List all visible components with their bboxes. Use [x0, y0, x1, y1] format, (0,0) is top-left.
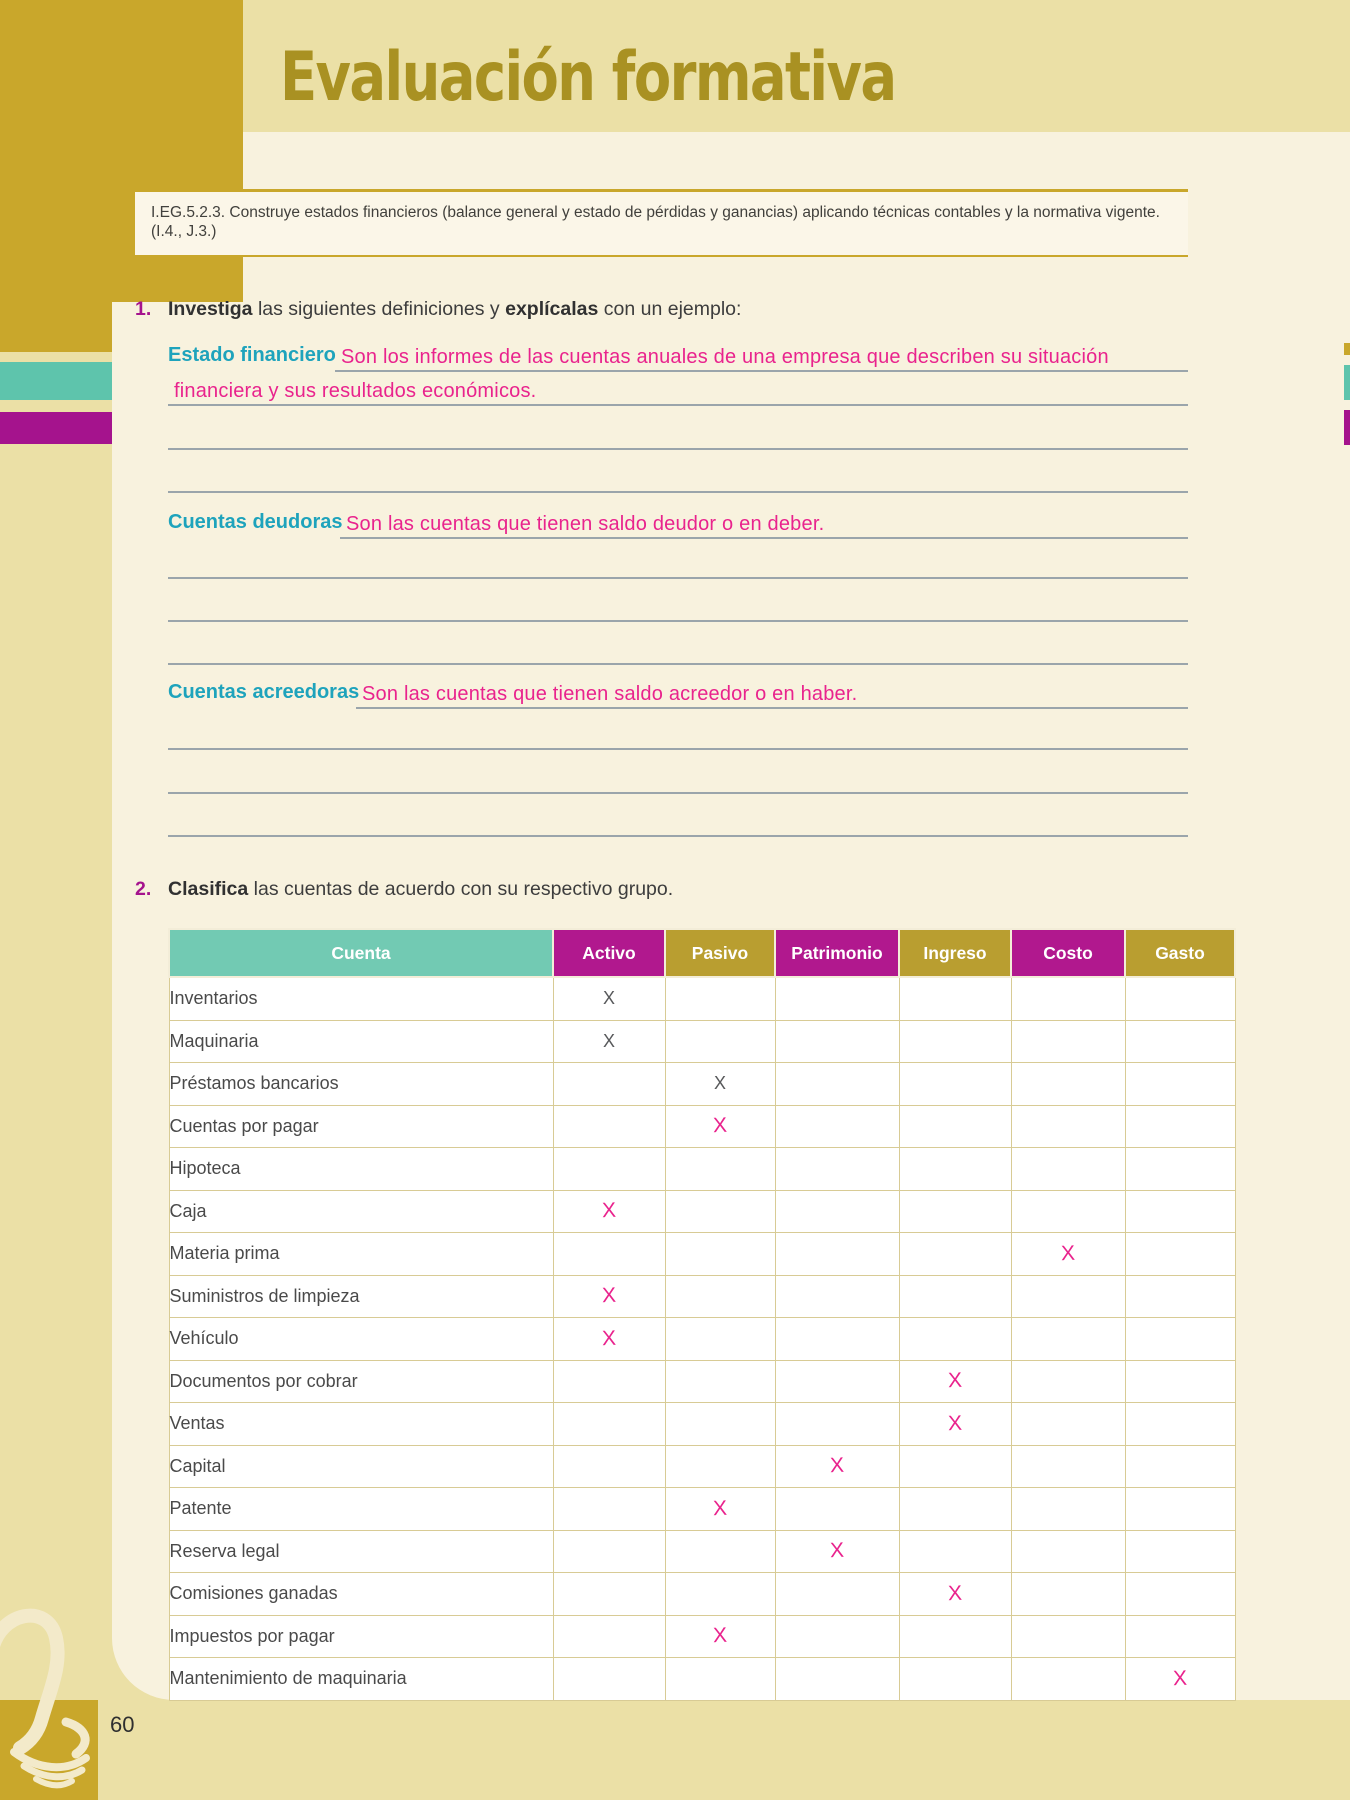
cell-costo: [1011, 1105, 1125, 1148]
cell-ingreso: [899, 1233, 1011, 1276]
table-row: [169, 1488, 1235, 1531]
cell-patrimonio: [775, 1615, 899, 1658]
gold-edge-tab: [0, 302, 112, 352]
cell-patrimonio: [775, 1360, 899, 1403]
cell-pasivo: [665, 1573, 775, 1616]
table-row: [169, 1658, 1235, 1701]
cell-pasivo: [665, 1105, 775, 1148]
cell-activo: [553, 1530, 665, 1573]
cell-costo: [1011, 1063, 1125, 1106]
teal-edge-tab: [0, 362, 112, 400]
cell-patrimonio: [775, 1148, 899, 1191]
cell-pasivo: [665, 1148, 775, 1191]
cell-gasto: [1125, 977, 1235, 1020]
answer-line: [168, 547, 1188, 579]
account-name: Ventas: [169, 1403, 553, 1446]
cell-pasivo: [665, 1020, 775, 1063]
cell-ingreso: [899, 1275, 1011, 1318]
table-row: [169, 1615, 1235, 1658]
definition-label-estado-financiero: Estado financiero: [168, 344, 336, 366]
cell-costo: [1011, 1488, 1125, 1531]
cell-gasto: [1125, 1360, 1235, 1403]
account-name: Capital: [169, 1445, 553, 1488]
cell-ingreso: [899, 1615, 1011, 1658]
cell-costo: [1011, 1233, 1125, 1276]
cell-pasivo: [665, 977, 775, 1020]
cell-gasto: [1125, 1573, 1235, 1616]
cell-activo: [553, 1275, 665, 1318]
cell-pasivo: [665, 1063, 775, 1106]
cell-ingreso: [899, 1530, 1011, 1573]
table-header-row: [169, 929, 1235, 977]
cell-activo: [553, 1488, 665, 1531]
handwritten-x-mark: X: [947, 1369, 963, 1393]
account-name: Caja: [169, 1190, 553, 1233]
cell-patrimonio: [775, 1233, 899, 1276]
definition-label-cuentas-acreedoras: Cuentas acreedoras: [168, 681, 360, 703]
cell-activo: [553, 1658, 665, 1701]
table-row: [169, 1105, 1235, 1148]
cell-ingreso: [899, 1148, 1011, 1191]
hand-lightbulb-doodle-icon: [0, 1490, 260, 1800]
teal-right-sliver: [1344, 365, 1350, 400]
handwritten-x-mark: X: [947, 1581, 963, 1605]
cell-gasto: [1125, 1445, 1235, 1488]
cell-activo: [553, 1063, 665, 1106]
handwritten-answer: Son las cuentas que tienen saldo deudor o en deber.: [346, 513, 825, 535]
cell-ingreso: [899, 1360, 1011, 1403]
table-row: [169, 1318, 1235, 1361]
cell-pasivo: [665, 1318, 775, 1361]
answer-line: [168, 374, 1188, 406]
cell-costo: [1011, 1658, 1125, 1701]
column-header-patrimonio: Patrimonio: [775, 929, 899, 977]
question-1-bold: explícalas: [505, 298, 599, 320]
table-row: [169, 1020, 1235, 1063]
table-row: [169, 1275, 1235, 1318]
cell-patrimonio: [775, 1063, 899, 1106]
cell-ingreso: [899, 1573, 1011, 1616]
cell-pasivo: [665, 1403, 775, 1446]
cell-gasto: [1125, 1658, 1235, 1701]
account-name: Patente: [169, 1488, 553, 1531]
question-2-number: 2.: [135, 878, 152, 900]
answer-line: [168, 805, 1188, 837]
answer-line: [340, 507, 1188, 539]
table-row: [169, 1063, 1235, 1106]
cell-gasto: [1125, 1105, 1235, 1148]
cell-activo: [553, 1020, 665, 1063]
handwritten-x-mark: X: [829, 1539, 845, 1563]
cell-ingreso: [899, 1020, 1011, 1063]
cell-activo: [553, 1360, 665, 1403]
handwritten-answer: Son los informes de las cuentas anuales de una empresa que describen su situación: [341, 346, 1109, 368]
cell-pasivo: [665, 1190, 775, 1233]
cell-activo: [553, 1615, 665, 1658]
cell-costo: [1011, 977, 1125, 1020]
question-2: [135, 878, 1135, 901]
table-row: [169, 1360, 1235, 1403]
question-1-number: 1.: [135, 298, 152, 320]
cell-ingreso: [899, 1658, 1011, 1701]
cell-costo: [1011, 1318, 1125, 1361]
cell-costo: [1011, 1275, 1125, 1318]
cell-ingreso: [899, 1318, 1011, 1361]
cell-pasivo: [665, 1445, 775, 1488]
cell-gasto: [1125, 1063, 1235, 1106]
table-row: [169, 1573, 1235, 1616]
handwritten-x-mark: X: [947, 1411, 963, 1435]
column-header-ingreso: Ingreso: [899, 929, 1011, 977]
handwritten-x-mark: X: [601, 1326, 617, 1350]
account-name: Comisiones ganadas: [169, 1573, 553, 1616]
cell-activo: [553, 977, 665, 1020]
cell-patrimonio: [775, 1658, 899, 1701]
handwritten-x-mark: X: [829, 1454, 845, 1478]
cell-patrimonio: [775, 977, 899, 1020]
account-name: Hipoteca: [169, 1148, 553, 1191]
table-row: [169, 977, 1235, 1020]
answer-line: [168, 461, 1188, 493]
cell-gasto: [1125, 1530, 1235, 1573]
cell-ingreso: [899, 1190, 1011, 1233]
cell-costo: [1011, 1615, 1125, 1658]
account-name: Vehículo: [169, 1318, 553, 1361]
answer-line: [335, 340, 1188, 372]
cell-patrimonio: [775, 1105, 899, 1148]
answer-line: [168, 418, 1188, 450]
table-row: [169, 1445, 1235, 1488]
cell-pasivo: [665, 1233, 775, 1276]
cell-patrimonio: [775, 1020, 899, 1063]
question-1-text-end: con un ejemplo:: [598, 298, 742, 320]
handwritten-answer: financiera y sus resultados económicos.: [174, 380, 537, 402]
cell-patrimonio: [775, 1445, 899, 1488]
answer-line: [168, 633, 1188, 665]
column-header-cuenta: Cuenta: [169, 929, 553, 977]
magenta-right-sliver: [1344, 410, 1350, 445]
cell-patrimonio: [775, 1403, 899, 1446]
account-name: Mantenimiento de maquinaria: [169, 1658, 553, 1701]
cell-ingreso: [899, 977, 1011, 1020]
column-header-costo: Costo: [1011, 929, 1125, 977]
printed-x-mark: X: [713, 1073, 726, 1094]
standard-note: [135, 189, 1188, 257]
question-2-text: las cuentas de acuerdo con su respectivo grupo.: [248, 878, 674, 900]
question-1-verb: Investiga: [168, 298, 253, 320]
table-row: [169, 1233, 1235, 1276]
cell-patrimonio: [775, 1318, 899, 1361]
cell-pasivo: [665, 1275, 775, 1318]
cell-patrimonio: [775, 1530, 899, 1573]
cell-patrimonio: [775, 1190, 899, 1233]
cell-gasto: [1125, 1020, 1235, 1063]
cell-activo: [553, 1573, 665, 1616]
handwritten-x-mark: X: [1060, 1241, 1076, 1265]
account-name: Materia prima: [169, 1233, 553, 1276]
account-name: Maquinaria: [169, 1020, 553, 1063]
account-name: Reserva legal: [169, 1530, 553, 1573]
printed-x-mark: X: [602, 988, 615, 1009]
cell-costo: [1011, 1573, 1125, 1616]
table-row: [169, 1148, 1235, 1191]
page-title: Evaluación formativa: [280, 38, 896, 117]
accounts-classification-table: [168, 928, 1236, 1701]
cell-activo: [553, 1445, 665, 1488]
cell-patrimonio: [775, 1275, 899, 1318]
cell-pasivo: [665, 1615, 775, 1658]
cell-costo: [1011, 1445, 1125, 1488]
page-number: 60: [110, 1712, 135, 1737]
cell-ingreso: [899, 1063, 1011, 1106]
cell-gasto: [1125, 1318, 1235, 1361]
account-name: Inventarios: [169, 977, 553, 1020]
cell-ingreso: [899, 1403, 1011, 1446]
cell-costo: [1011, 1530, 1125, 1573]
definition-label-cuentas-deudoras: Cuentas deudoras: [168, 511, 343, 533]
handwritten-x-mark: X: [1172, 1666, 1188, 1690]
cell-costo: [1011, 1148, 1125, 1191]
cell-activo: [553, 1148, 665, 1191]
handwritten-x-mark: X: [712, 1114, 728, 1138]
cell-activo: [553, 1190, 665, 1233]
question-1: [135, 298, 1135, 321]
column-header-pasivo: Pasivo: [665, 929, 775, 977]
gold-right-sliver: [1344, 343, 1350, 355]
cell-ingreso: [899, 1105, 1011, 1148]
answer-line: [356, 677, 1188, 709]
cell-patrimonio: [775, 1573, 899, 1616]
cell-pasivo: [665, 1360, 775, 1403]
handwritten-x-mark: X: [601, 1199, 617, 1223]
handwritten-x-mark: X: [712, 1624, 728, 1648]
cell-pasivo: [665, 1658, 775, 1701]
table-row: [169, 1190, 1235, 1233]
question-2-verb: Clasifica: [168, 878, 249, 900]
cell-patrimonio: [775, 1488, 899, 1531]
cell-ingreso: [899, 1445, 1011, 1488]
handwritten-x-mark: X: [712, 1496, 728, 1520]
account-name: Cuentas por pagar: [169, 1105, 553, 1148]
cell-gasto: [1125, 1190, 1235, 1233]
account-name: Documentos por cobrar: [169, 1360, 553, 1403]
cell-pasivo: [665, 1488, 775, 1531]
cell-costo: [1011, 1360, 1125, 1403]
account-name: Suministros de limpieza: [169, 1275, 553, 1318]
table-row: [169, 1530, 1235, 1573]
cell-pasivo: [665, 1530, 775, 1573]
answer-line: [168, 590, 1188, 622]
standard-note-text: I.EG.5.2.3. Construye estados financieros (balance general y estado de pérdidas y ganancias) aplicando técnicas contables y la normativa vigente. (I.4., J.3.): [151, 204, 1160, 241]
cell-activo: [553, 1318, 665, 1361]
column-header-gasto: Gasto: [1125, 929, 1235, 977]
answer-line: [168, 762, 1188, 794]
cell-activo: [553, 1403, 665, 1446]
cell-gasto: [1125, 1233, 1235, 1276]
cell-activo: [553, 1105, 665, 1148]
handwritten-answer: Son las cuentas que tienen saldo acreedor o en haber.: [362, 683, 858, 705]
cell-costo: [1011, 1403, 1125, 1446]
column-header-activo: Activo: [553, 929, 665, 977]
answer-line: [168, 718, 1188, 750]
cell-costo: [1011, 1190, 1125, 1233]
cell-gasto: [1125, 1275, 1235, 1318]
account-name: Impuestos por pagar: [169, 1615, 553, 1658]
cell-costo: [1011, 1020, 1125, 1063]
cell-activo: [553, 1233, 665, 1276]
cell-gasto: [1125, 1403, 1235, 1446]
table-row: [169, 1403, 1235, 1446]
cell-gasto: [1125, 1615, 1235, 1658]
cell-ingreso: [899, 1488, 1011, 1531]
magenta-edge-tab: [0, 412, 112, 444]
cell-gasto: [1125, 1148, 1235, 1191]
account-name: Préstamos bancarios: [169, 1063, 553, 1106]
cell-gasto: [1125, 1488, 1235, 1531]
printed-x-mark: X: [602, 1030, 615, 1051]
question-1-text: las siguientes definiciones y: [252, 298, 506, 320]
handwritten-x-mark: X: [601, 1284, 617, 1308]
